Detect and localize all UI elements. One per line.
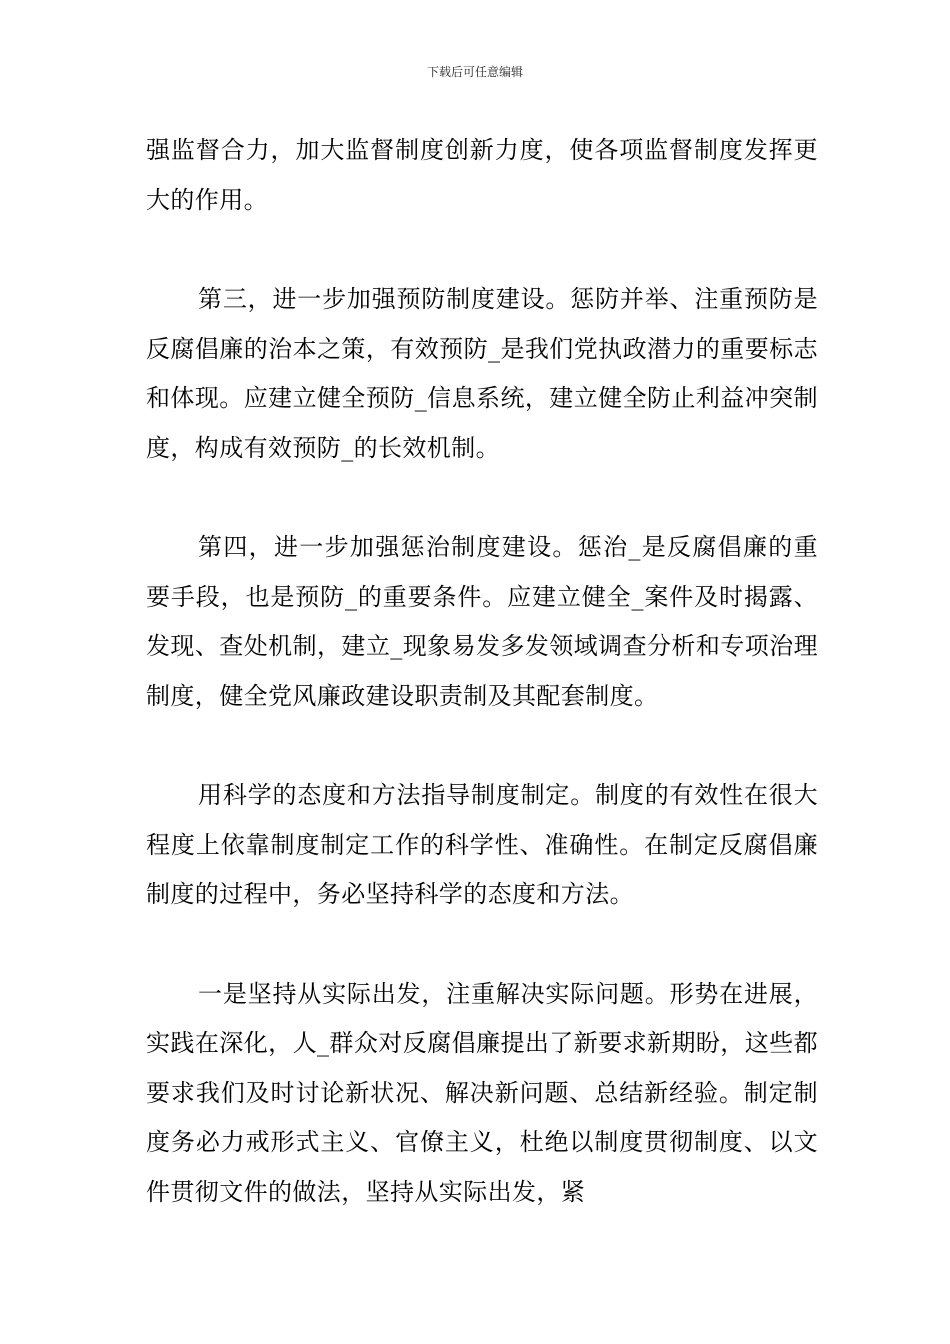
paragraph-third-point: 第三，进一步加强预防制度建设。惩防并举、注重预防是反腐倡廉的治本之策，有效预防_是我们党执政潜力的重要标志和体现。应建立健全预防_信息系统，建立健全防止利益冲突制度，构成有效预防_的长效机制。 [146,285,818,462]
paragraph-first-principle: 一是坚持从实际出发，注重解决实际问题。形势在进展，实践在深化，人_群众对反腐倡廉提出了新要求新期盼，这些都要求我们及时讨论新状况、解决新问题、总结新经验。制定制度务必力戒形式主义、官僚主义，杜绝以制度贯彻制度、以文件贯彻文件的做法，坚持从实际出发，紧 [146,979,818,1206]
paragraph-scientific-method: 用科学的态度和方法指导制度制定。制度的有效性在很大程度上依靠制度制定工作的科学性、准确性。在制定反腐倡廉制度的过程中，务必坚持科学的态度和方法。 [146,781,818,908]
paragraph-fourth-point: 第四，进一步加强惩治制度建设。惩治_是反腐倡廉的重要手段，也是预防_的重要条件。应建立健全_案件及时揭露、发现、查处机制，建立_现象易发多发领域调查分析和专项治理制度，健全党风廉政建设职责制及其配套制度。 [146,533,818,710]
document-body [146,126,818,1217]
page-header-note: 下载后可任意编辑 [426,65,523,79]
paragraph-continuation: 强监督合力，加大监督制度创新力度，使各项监督制度发挥更大的作用。 [146,136,818,214]
